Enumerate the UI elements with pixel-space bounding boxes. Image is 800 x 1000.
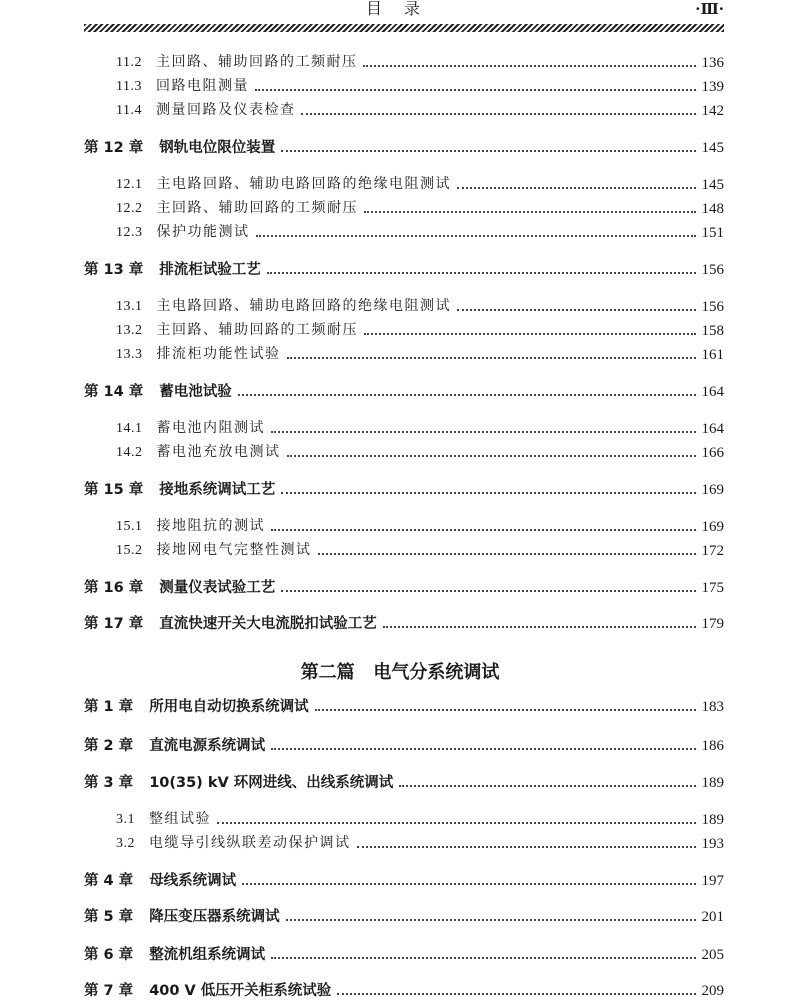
entry-title: 接地系统调试工艺 — [159, 482, 276, 498]
entry-title: 直流快速开关大电流脱扣试验工艺 — [159, 616, 377, 632]
entry-page-number: 148 — [701, 201, 724, 217]
entry-label — [116, 297, 451, 316]
entry-label — [84, 579, 275, 597]
entry-page-number: 142 — [701, 103, 724, 119]
entry-label — [116, 77, 249, 96]
entry-title: 测量仪表试验工艺 — [159, 580, 276, 596]
entry-title: 降压变压器系统调试 — [149, 909, 280, 925]
dot-leader — [301, 113, 695, 115]
entry-title: 电缆导引线纵联差动保护调试 — [149, 835, 351, 851]
toc-chapter-entry[interactable] — [84, 135, 724, 157]
entry-page-number: 205 — [701, 947, 724, 963]
entry-label — [116, 175, 451, 194]
toc-section-entry[interactable] — [116, 831, 724, 853]
entry-number: 第 5 章 — [84, 909, 134, 925]
part-heading — [0, 658, 800, 684]
dot-leader — [457, 187, 696, 189]
toc-section-entry[interactable] — [116, 294, 724, 316]
entry-label — [84, 139, 275, 157]
dot-leader — [315, 709, 696, 711]
entry-title: 蓄电池充放电测试 — [156, 444, 281, 460]
toc-section-entry[interactable] — [116, 318, 724, 340]
entry-label — [84, 615, 377, 633]
entry-number: 第 2 章 — [84, 738, 134, 754]
entry-title: 主回路、辅助回路的工频耐压 — [155, 54, 358, 70]
entry-label — [116, 321, 358, 340]
entry-number: 14.1 — [116, 421, 143, 436]
dot-leader — [256, 235, 696, 237]
toc-section-entry[interactable] — [116, 98, 724, 120]
header-page-number: ·Ⅲ· — [695, 0, 724, 18]
dot-leader — [399, 785, 695, 787]
entry-number: 12.2 — [116, 201, 143, 216]
entry-label — [116, 834, 351, 853]
entry-number: 3.2 — [116, 836, 135, 851]
entry-page-number: 193 — [701, 836, 724, 852]
dot-leader — [281, 492, 695, 494]
entry-title: 整流机组系统调试 — [149, 947, 266, 963]
toc-chapter-entry[interactable] — [84, 770, 724, 792]
dot-leader — [271, 957, 695, 959]
dot-leader — [271, 431, 696, 433]
entry-number: 11.4 — [116, 103, 142, 118]
dot-leader — [287, 357, 696, 359]
dot-leader — [363, 65, 695, 67]
dot-leader — [287, 455, 696, 457]
entry-page-number: 189 — [701, 775, 724, 791]
entry-page-number: 151 — [701, 225, 724, 241]
entry-page-number: 183 — [701, 699, 724, 715]
entry-label — [116, 223, 250, 242]
entry-number: 第 3 章 — [84, 775, 134, 791]
entry-label — [116, 53, 357, 72]
entry-number: 第 13 章 — [84, 262, 144, 278]
entry-number: 第 14 章 — [84, 384, 144, 400]
dot-leader — [267, 272, 696, 274]
entry-page-number: 169 — [701, 519, 724, 535]
entry-number: 13.3 — [116, 347, 143, 362]
entry-page-number: 197 — [701, 873, 724, 889]
entry-number: 第 1 章 — [84, 699, 134, 715]
entry-title: 直流电源系统调试 — [149, 738, 266, 754]
entry-number: 15.2 — [116, 543, 143, 558]
dot-leader — [255, 89, 696, 91]
entry-number: 第 4 章 — [84, 873, 134, 889]
entry-page-number: 179 — [701, 616, 724, 632]
dot-leader — [383, 626, 696, 628]
toc-chapter-entry[interactable] — [84, 942, 724, 964]
entry-number: 15.1 — [116, 519, 143, 534]
entry-page-number: 161 — [701, 347, 724, 363]
entry-label — [84, 872, 236, 890]
toc-chapter-entry[interactable] — [84, 978, 724, 1000]
entry-title: 排流柜功能性试验 — [156, 346, 281, 362]
entry-title: 母线系统调试 — [149, 873, 237, 889]
entry-label — [84, 737, 265, 755]
entry-number: 12.3 — [116, 225, 143, 240]
entry-label — [84, 481, 275, 499]
entry-page-number: 201 — [701, 909, 724, 925]
entry-page-number: 172 — [701, 543, 724, 559]
toc-section-entry[interactable] — [116, 440, 724, 462]
toc-section-entry[interactable] — [116, 514, 724, 536]
toc-chapter-entry[interactable] — [84, 904, 724, 926]
entry-number: 11.2 — [116, 55, 142, 70]
toc-section-entry[interactable] — [116, 538, 724, 560]
entry-page-number: 156 — [701, 299, 724, 315]
entry-title: 回路电阻测量 — [155, 78, 249, 94]
dot-leader — [238, 394, 696, 396]
entry-title: 主电路回路、辅助电路回路的绝缘电阻测试 — [156, 298, 451, 314]
toc-chapter-entry[interactable] — [84, 694, 724, 716]
entry-page-number: 175 — [701, 580, 724, 596]
part-label: 第二篇 — [300, 662, 355, 683]
dot-leader — [364, 211, 696, 213]
entry-number: 第 12 章 — [84, 140, 144, 156]
toc-chapter-entry[interactable] — [84, 257, 724, 279]
entry-title: 测量回路及仪表检查 — [155, 102, 296, 118]
entry-label — [116, 517, 265, 536]
entry-number: 第 16 章 — [84, 580, 144, 596]
dot-leader — [364, 333, 696, 335]
toc-section-entry[interactable] — [116, 196, 724, 218]
toc-chapter-entry[interactable] — [84, 477, 724, 499]
toc-chapter-entry[interactable] — [84, 868, 724, 890]
entry-number: 3.1 — [116, 812, 135, 827]
entry-page-number: 145 — [701, 177, 724, 193]
entry-title: 400 V 低压开关柜系统试验 — [149, 983, 332, 999]
entry-page-number: 139 — [701, 79, 724, 95]
entry-page-number: 164 — [701, 421, 724, 437]
entry-label — [84, 982, 331, 1000]
entry-label — [116, 810, 211, 829]
entry-number: 第 6 章 — [84, 947, 134, 963]
entry-label — [84, 698, 309, 716]
entry-label — [84, 774, 393, 792]
dot-leader — [286, 919, 696, 921]
entry-page-number: 209 — [701, 983, 724, 999]
entry-label — [116, 419, 265, 438]
toc-section-entry[interactable] — [116, 172, 724, 194]
entry-page-number: 166 — [701, 445, 724, 461]
entry-title: 钢轨电位限位装置 — [159, 140, 276, 156]
toc-chapter-entry[interactable] — [84, 575, 724, 597]
dot-leader — [318, 553, 696, 555]
entry-title: 蓄电池内阻测试 — [156, 420, 265, 436]
entry-title: 主回路、辅助回路的工频耐压 — [156, 322, 358, 338]
part-gap — [355, 662, 374, 683]
entry-title: 蓄电池试验 — [159, 384, 232, 400]
toc-chapter-entry[interactable] — [84, 611, 724, 633]
toc-section-entry[interactable] — [116, 74, 724, 96]
entry-page-number: 164 — [701, 384, 724, 400]
toc-section-entry[interactable] — [116, 50, 724, 72]
entry-label — [84, 908, 280, 926]
entry-label — [116, 199, 358, 218]
entry-page-number: 156 — [701, 262, 724, 278]
entry-page-number: 136 — [701, 55, 724, 71]
entry-label — [116, 541, 312, 560]
header-title: 目录 — [365, 0, 442, 18]
entry-title: 主回路、辅助回路的工频耐压 — [156, 200, 358, 216]
toc-chapter-entry[interactable] — [84, 379, 724, 401]
entry-title: 保护功能测试 — [156, 224, 250, 240]
part-title: 电气分系统调试 — [373, 662, 500, 683]
entry-label — [84, 383, 232, 401]
toc-section-entry[interactable] — [116, 342, 724, 364]
entry-label — [116, 443, 281, 462]
dot-leader — [281, 150, 695, 152]
entry-label — [84, 946, 265, 964]
dot-leader — [217, 822, 696, 824]
dot-leader — [281, 590, 695, 592]
entry-title: 10(35) kV 环网进线、出线系统调试 — [149, 775, 394, 791]
dot-leader — [271, 529, 696, 531]
dot-leader — [457, 309, 696, 311]
entry-title: 接地阻抗的测试 — [156, 518, 265, 534]
entry-number: 第 15 章 — [84, 482, 144, 498]
entry-label — [116, 345, 281, 364]
entry-title: 整组试验 — [149, 811, 211, 827]
entry-label — [116, 101, 295, 120]
dot-leader — [357, 846, 696, 848]
entry-number: 13.2 — [116, 323, 143, 338]
entry-title: 所用电自动切换系统调试 — [149, 699, 309, 715]
entry-number: 12.1 — [116, 177, 143, 192]
dot-leader — [242, 883, 695, 885]
entry-page-number: 145 — [701, 140, 724, 156]
toc-section-entry[interactable] — [116, 220, 724, 242]
dot-leader — [271, 748, 695, 750]
entry-number: 第 7 章 — [84, 983, 134, 999]
entry-number: 14.2 — [116, 445, 143, 460]
entry-page-number: 169 — [701, 482, 724, 498]
entry-number: 11.3 — [116, 79, 142, 94]
dot-leader — [337, 993, 695, 995]
toc-section-entry[interactable] — [116, 416, 724, 438]
entry-number: 13.1 — [116, 299, 143, 314]
entry-title: 主电路回路、辅助电路回路的绝缘电阻测试 — [156, 176, 451, 192]
entry-title: 接地网电气完整性测试 — [156, 542, 312, 558]
entry-page-number: 158 — [701, 323, 724, 339]
entry-number: 第 17 章 — [84, 616, 144, 632]
toc-section-entry[interactable] — [116, 807, 724, 829]
entry-page-number: 189 — [701, 812, 724, 828]
entry-page-number: 186 — [701, 738, 724, 754]
entry-title: 排流柜试验工艺 — [159, 262, 261, 278]
entry-label — [84, 261, 261, 279]
toc-chapter-entry[interactable] — [84, 733, 724, 755]
